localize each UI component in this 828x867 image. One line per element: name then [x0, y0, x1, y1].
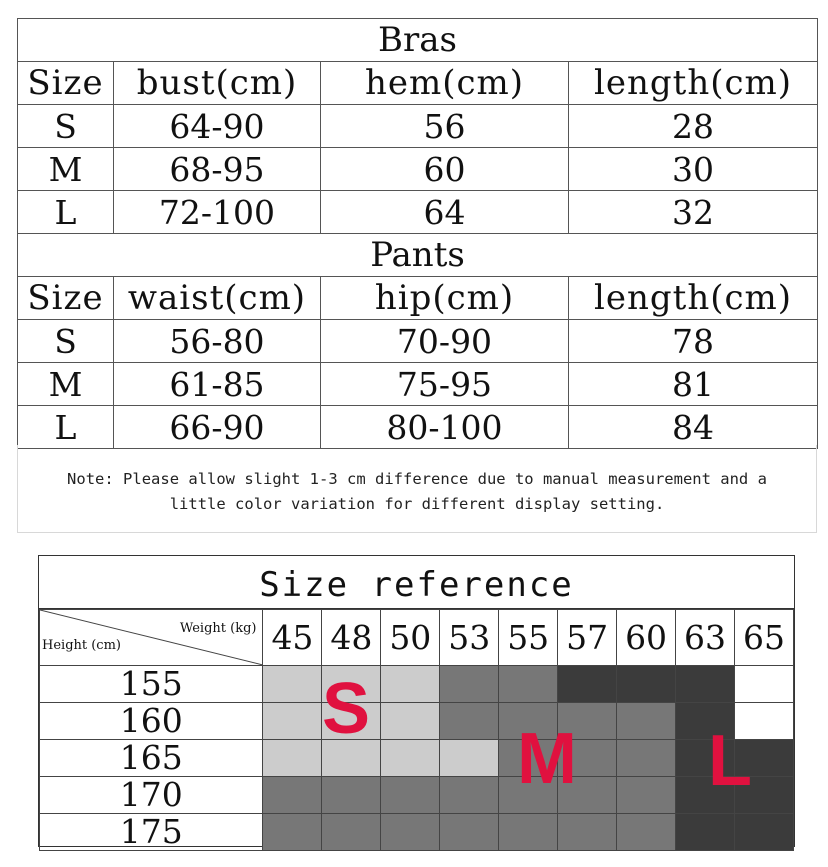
size-cell-dark	[676, 703, 735, 740]
bras-cell: 72-100	[114, 191, 321, 234]
height-row	[40, 814, 794, 851]
size-cell-light	[263, 740, 322, 777]
pants-cell: 56-80	[114, 320, 321, 363]
bras-cell: 28	[569, 105, 818, 148]
bras-header-bust: bust(cm)	[114, 62, 321, 105]
weight-header: 48	[322, 610, 381, 666]
height-label: 160	[40, 703, 263, 740]
weight-header: 57	[558, 610, 617, 666]
height-row	[40, 703, 794, 740]
weight-header: 60	[617, 610, 676, 666]
size-cell-mid	[263, 777, 322, 814]
pants-header-size: Size	[18, 277, 114, 320]
size-cell-mid	[322, 777, 381, 814]
size-letter-s: S	[322, 669, 371, 749]
pants-row	[18, 363, 818, 406]
size-letter-l: L	[708, 721, 752, 801]
bras-cell: 32	[569, 191, 818, 234]
pants-cell: 84	[569, 406, 818, 449]
size-cell-mid	[322, 814, 381, 851]
bras-cell: 30	[569, 148, 818, 191]
size-cell-mid	[617, 814, 676, 851]
size-cell-light	[322, 703, 381, 740]
size-cell-mid	[558, 740, 617, 777]
weight-header: 63	[676, 610, 735, 666]
bras-cell: 64-90	[114, 105, 321, 148]
height-label: 165	[40, 740, 263, 777]
bras-header-hem: hem(cm)	[321, 62, 569, 105]
size-cell-mid	[617, 777, 676, 814]
size-cell-mid	[499, 814, 558, 851]
height-row	[40, 666, 794, 703]
size-cell-dark	[558, 666, 617, 703]
size-reference-title: Size reference	[39, 556, 794, 609]
size-cell-dark	[676, 777, 735, 814]
bras-cell: L	[18, 191, 114, 234]
height-row	[40, 777, 794, 814]
pants-cell: 70-90	[321, 320, 569, 363]
pants-header-length: length(cm)	[569, 277, 818, 320]
bras-cell: 64	[321, 191, 569, 234]
bras-header-size: Size	[18, 62, 114, 105]
size-cell-light	[263, 703, 322, 740]
note-line-2: little color variation for different display setting.	[169, 495, 665, 513]
size-cell-light	[322, 740, 381, 777]
weight-header: 50	[381, 610, 440, 666]
pants-header-waist: waist(cm)	[114, 277, 321, 320]
height-label: 170	[40, 777, 263, 814]
size-cell-mid	[263, 814, 322, 851]
bras-cell: 56	[321, 105, 569, 148]
pants-title: Pants	[18, 234, 818, 277]
pants-row	[18, 406, 818, 449]
size-cell-dark	[734, 740, 793, 777]
height-label: 155	[40, 666, 263, 703]
measurement-note	[17, 445, 817, 533]
size-cell-light	[263, 666, 322, 703]
size-cell-mid	[440, 666, 499, 703]
weight-header: 53	[440, 610, 499, 666]
bras-row	[18, 148, 818, 191]
size-cell-mid	[440, 777, 499, 814]
size-cell-mid	[381, 777, 440, 814]
bras-row	[18, 191, 818, 234]
size-cell-light	[381, 666, 440, 703]
pants-cell: S	[18, 320, 114, 363]
size-cell-mid	[440, 703, 499, 740]
weight-header: 65	[734, 610, 793, 666]
pants-header-hip: hip(cm)	[321, 277, 569, 320]
bras-row	[18, 105, 818, 148]
pants-row	[18, 320, 818, 363]
size-cell-mid	[499, 740, 558, 777]
pants-cell: 75-95	[321, 363, 569, 406]
corner-header	[40, 610, 263, 666]
pants-cell: 80-100	[321, 406, 569, 449]
bras-title: Bras	[18, 19, 818, 62]
size-cell-mid	[499, 666, 558, 703]
size-cell-white	[734, 703, 793, 740]
weight-header: 45	[263, 610, 322, 666]
size-chart-table	[17, 18, 818, 449]
size-cell-light	[381, 703, 440, 740]
size-cell-mid	[617, 740, 676, 777]
size-cell-mid	[617, 703, 676, 740]
size-cell-dark	[617, 666, 676, 703]
size-cell-light	[381, 740, 440, 777]
size-cell-mid	[558, 703, 617, 740]
height-label: 175	[40, 814, 263, 851]
note-line-1: Note: Please allow slight 1-3 cm difference due to manual measurement and a	[67, 470, 767, 488]
size-reference-grid	[39, 609, 794, 851]
bras-cell: 60	[321, 148, 569, 191]
size-cell-light	[440, 740, 499, 777]
pants-cell: 78	[569, 320, 818, 363]
pants-cell: L	[18, 406, 114, 449]
size-cell-mid	[499, 777, 558, 814]
size-cell-mid	[499, 703, 558, 740]
bras-cell: M	[18, 148, 114, 191]
pants-cell: M	[18, 363, 114, 406]
size-cell-mid	[558, 777, 617, 814]
size-letter-m: M	[517, 719, 577, 799]
weight-axis-label: Weight (kg)	[179, 621, 257, 636]
size-cell-mid	[440, 814, 499, 851]
bras-cell: S	[18, 105, 114, 148]
pants-cell: 81	[569, 363, 818, 406]
size-cell-white	[734, 666, 793, 703]
size-cell-mid	[381, 814, 440, 851]
size-reference-panel	[38, 555, 795, 851]
pants-cell: 66-90	[114, 406, 321, 449]
size-cell-mid	[558, 814, 617, 851]
bras-cell: 68-95	[114, 148, 321, 191]
size-cell-light	[322, 666, 381, 703]
size-cell-dark	[734, 814, 793, 851]
size-cell-dark	[676, 740, 735, 777]
height-axis-label: Height (cm)	[42, 638, 121, 653]
bras-header-length: length(cm)	[569, 62, 818, 105]
weight-header: 55	[499, 610, 558, 666]
pants-cell: 61-85	[114, 363, 321, 406]
size-cell-dark	[734, 777, 793, 814]
size-cell-dark	[676, 666, 735, 703]
height-row	[40, 740, 794, 777]
size-cell-dark	[676, 814, 735, 851]
